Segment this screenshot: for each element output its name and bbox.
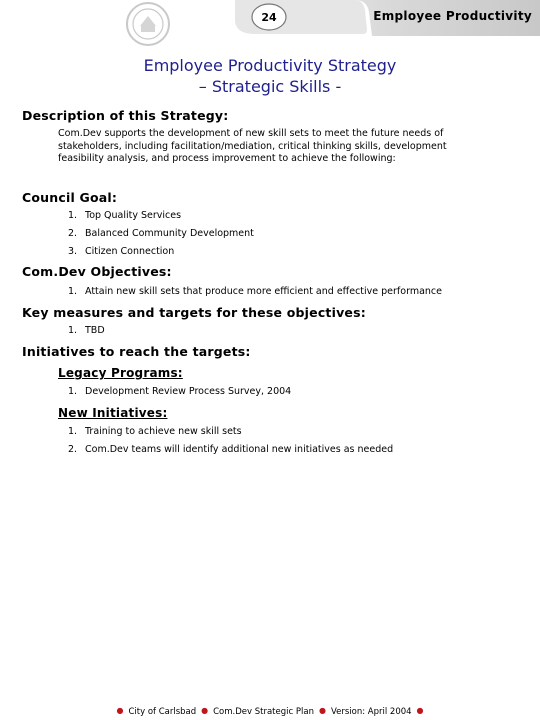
footer [0,707,540,717]
council-goal-heading: Council Goal: [22,190,118,205]
city-seal-logo [120,0,176,48]
description-text: Com.Dev supports the development of new skill sets to meet the future needs of stakeholders, including facilitation/mediation, critical thinking skills, development feasibility analysis, and process improvement to achieve the following: [58,128,447,164]
list-item: 1. Attain new skill sets that produce more efficient and effective performance [68,286,442,297]
footer-version: Version: April 2004 [330,707,412,717]
page-number: 24 [261,10,277,24]
list-item: 3. Citizen Connection [68,246,175,257]
initiatives-heading: Initiatives to reach the targets: [22,344,251,359]
list-item: 1. Development Review Process Survey, 2004 [68,386,292,397]
list-item: 1. Top Quality Services [68,210,182,221]
legacy-programs-heading: Legacy Programs: [58,366,183,380]
footer-city: City of Carlsbad [128,707,197,717]
council-goal-list [68,210,254,264]
bullet-icon: ● [201,706,209,715]
measures-list [68,325,105,343]
bullet-icon: ● [116,706,124,715]
list-item: 2. Balanced Community Development [68,228,254,239]
header-title: Employee Productivity [373,9,532,23]
objectives-list [68,286,442,304]
title-line-2: – Strategic Skills - [198,77,342,96]
list-item: 2. Com.Dev teams will identify additional new initiatives as needed [68,444,394,455]
footer-plan: Com.Dev Strategic Plan [213,707,314,717]
new-initiatives-list [68,426,393,462]
title-line-1: Employee Productivity Strategy [143,56,397,75]
list-item: 1. TBD [68,325,105,336]
description-heading: Description of this Strategy: [22,108,229,123]
measures-heading: Key measures and targets for these objectives: [22,305,366,320]
bullet-icon: ● [318,706,326,715]
bullet-icon: ● [416,706,424,715]
list-item: 1. Training to achieve new skill sets [68,426,242,437]
page-title [0,55,540,97]
objectives-heading: Com.Dev Objectives: [22,264,172,279]
legacy-programs-list [68,386,291,404]
new-initiatives-heading: New Initiatives: [58,406,168,420]
